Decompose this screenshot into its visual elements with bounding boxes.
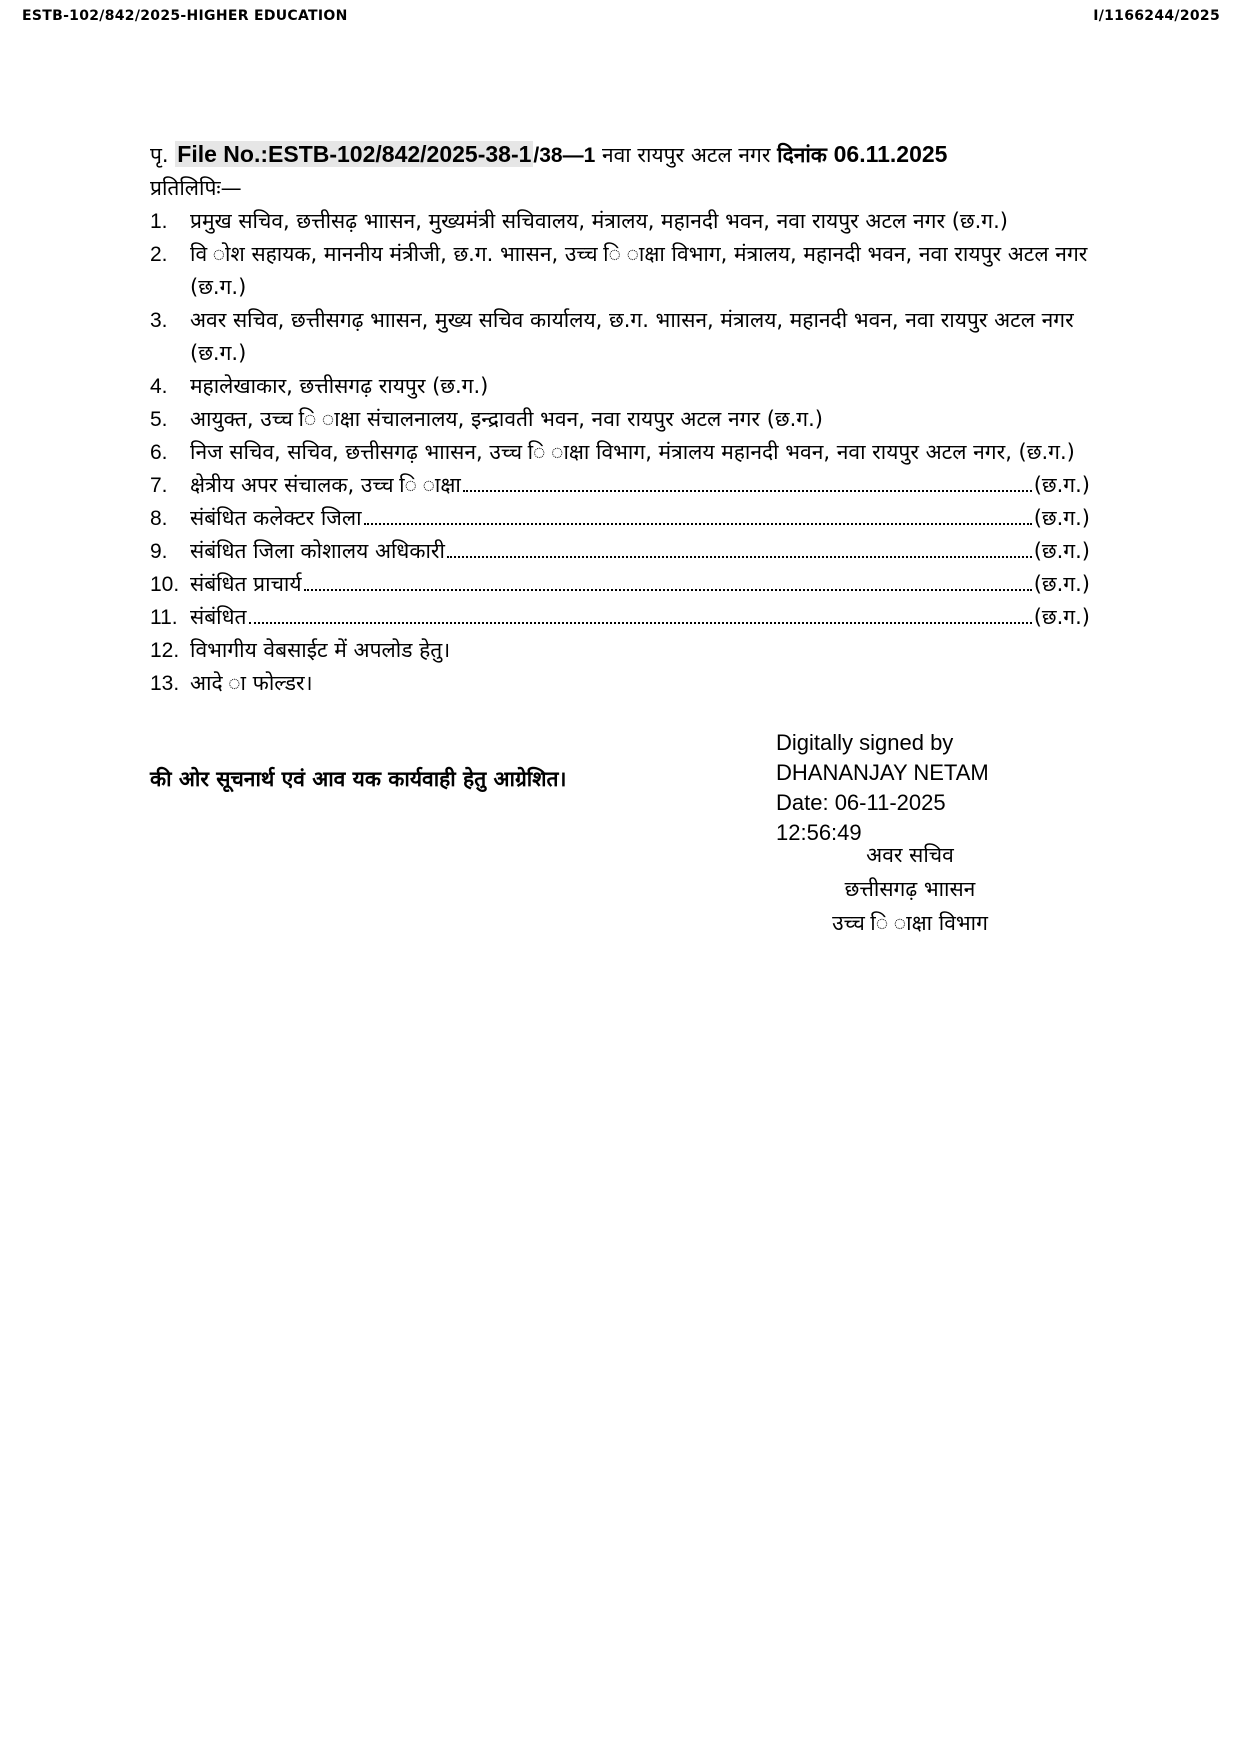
recipient-number: 1. xyxy=(150,210,168,233)
designation-block xyxy=(810,838,1010,940)
designation-dept: उच्च ि ाक्षा विभाग xyxy=(832,911,988,935)
state-suffix: (छ.ग.) xyxy=(1033,473,1090,497)
dotted-leader xyxy=(249,622,1032,624)
dotted-recipient-item xyxy=(150,601,1090,634)
reference-prefix: पृ. xyxy=(150,143,169,167)
recipient-number: 10. xyxy=(150,573,180,596)
recipient-number: 8. xyxy=(150,507,168,530)
recipient-number: 4. xyxy=(150,375,168,398)
recipient-text: वि ोश सहायक, माननीय मंत्रीजी, छ.ग. भाासन, उच्च ि ाक्षा विभाग, मंत्रालय, महानदी भवन, नवा रायपुर अटल नगर (छ.ग.) xyxy=(190,242,1088,299)
recipient-label: संबंधित कलेक्टर जिला xyxy=(190,506,362,530)
recipient-number: 9. xyxy=(150,540,168,563)
recipient-text: महालेखाकार, छत्तीसगढ़ रायपुर (छ.ग.) xyxy=(190,374,489,398)
recipient-item xyxy=(150,205,1090,238)
designation-govt: छत्तीसगढ़ भाासन xyxy=(844,877,976,901)
dotted-recipient-item xyxy=(150,469,1090,502)
dotted-leader xyxy=(364,523,1032,525)
recipient-number: 13. xyxy=(150,672,180,695)
letter-body xyxy=(150,138,1090,700)
state-suffix: (छ.ग.) xyxy=(1033,506,1090,530)
document-header-right: I/1166244/2025 xyxy=(1093,8,1220,24)
dotted-recipient-item xyxy=(150,535,1090,568)
signer-name: DHANANJAY NETAM xyxy=(776,760,989,785)
dotted-recipient-item xyxy=(150,502,1090,535)
signature-line-1: Digitally signed by xyxy=(776,730,954,755)
recipient-item xyxy=(150,403,1090,436)
dotted-recipient-item xyxy=(150,568,1090,601)
recipient-number: 7. xyxy=(150,474,168,497)
recipient-item xyxy=(150,634,1090,667)
document-header-left: ESTB-102/842/2025-HIGHER EDUCATION xyxy=(22,8,348,24)
copy-to-label: प्रतिलिपिः— xyxy=(150,176,242,200)
recipient-text: आदे ा फोल्डर। xyxy=(190,671,313,695)
recipient-item xyxy=(150,304,1090,370)
date-value: 06.11.2025 xyxy=(833,141,948,167)
recipient-item xyxy=(150,667,1090,700)
reference-line xyxy=(150,138,1090,172)
recipient-text: प्रमुख सचिव, छत्तीसढ़ भाासन, मुख्यमंत्री सचिवालय, मंत्रालय, महानदी भवन, नवा रायपुर अटल नगर (छ.ग.) xyxy=(190,209,1008,233)
recipient-text: निज सचिव, सचिव, छत्तीसगढ़ भाासन, उच्च ि ाक्षा विभाग, मंत्रालय महानदी भवन, नवा रायपुर अटल नगर, (छ.ग.) xyxy=(190,440,1075,464)
place-name: नवा रायपुर अटल नगर xyxy=(601,143,771,167)
recipient-label: संबंधित xyxy=(190,605,247,629)
recipient-label: संबंधित जिला कोशालय अधिकारी xyxy=(190,539,445,563)
recipient-item xyxy=(150,238,1090,304)
designation-title: अवर सचिव xyxy=(866,843,954,867)
signature-time: 12:56:49 xyxy=(776,820,862,845)
recipient-number: 5. xyxy=(150,408,168,431)
recipient-item xyxy=(150,370,1090,403)
recipient-label: संबंधित प्राचार्य xyxy=(190,572,302,596)
recipient-text: विभागीय वेबसाईट में अपलोड हेतु। xyxy=(190,638,451,662)
dotted-leader xyxy=(447,556,1032,558)
date-label: दिनांक xyxy=(777,143,827,167)
file-number: File No.:ESTB-102/842/2025-38-1 xyxy=(177,141,532,167)
recipient-label: क्षेत्रीय अपर संचालक, उच्च ि ाक्षा xyxy=(190,473,461,497)
state-suffix: (छ.ग.) xyxy=(1033,539,1090,563)
forward-note: की ओर सूचनार्थ एवं आव यक कार्यवाही हेतु आग्रेशित। xyxy=(150,767,567,791)
recipient-number: 11. xyxy=(150,606,178,629)
recipient-number: 2. xyxy=(150,243,168,266)
recipient-number: 6. xyxy=(150,441,168,464)
recipient-number: 12. xyxy=(150,639,180,662)
dotted-leader xyxy=(304,589,1032,591)
dotted-leader xyxy=(463,490,1032,492)
recipient-number: 3. xyxy=(150,309,168,332)
signature-date: Date: 06-11-2025 xyxy=(776,790,946,815)
state-suffix: (छ.ग.) xyxy=(1033,605,1090,629)
recipient-item xyxy=(150,436,1090,469)
digital-signature-block xyxy=(776,728,989,848)
file-number-suffix: /38—1 xyxy=(533,144,596,167)
state-suffix: (छ.ग.) xyxy=(1033,572,1090,596)
recipient-text: आयुक्त, उच्च ि ाक्षा संचालनालय, इन्द्रावती भवन, नवा रायपुर अटल नगर (छ.ग.) xyxy=(190,407,823,431)
recipient-text: अवर सचिव, छत्तीसगढ़ भाासन, मुख्य सचिव कार्यालय, छ.ग. भाासन, मंत्रालय, महानदी भवन, नवा रायपुर अटल नगर (छ.ग.) xyxy=(190,308,1074,365)
